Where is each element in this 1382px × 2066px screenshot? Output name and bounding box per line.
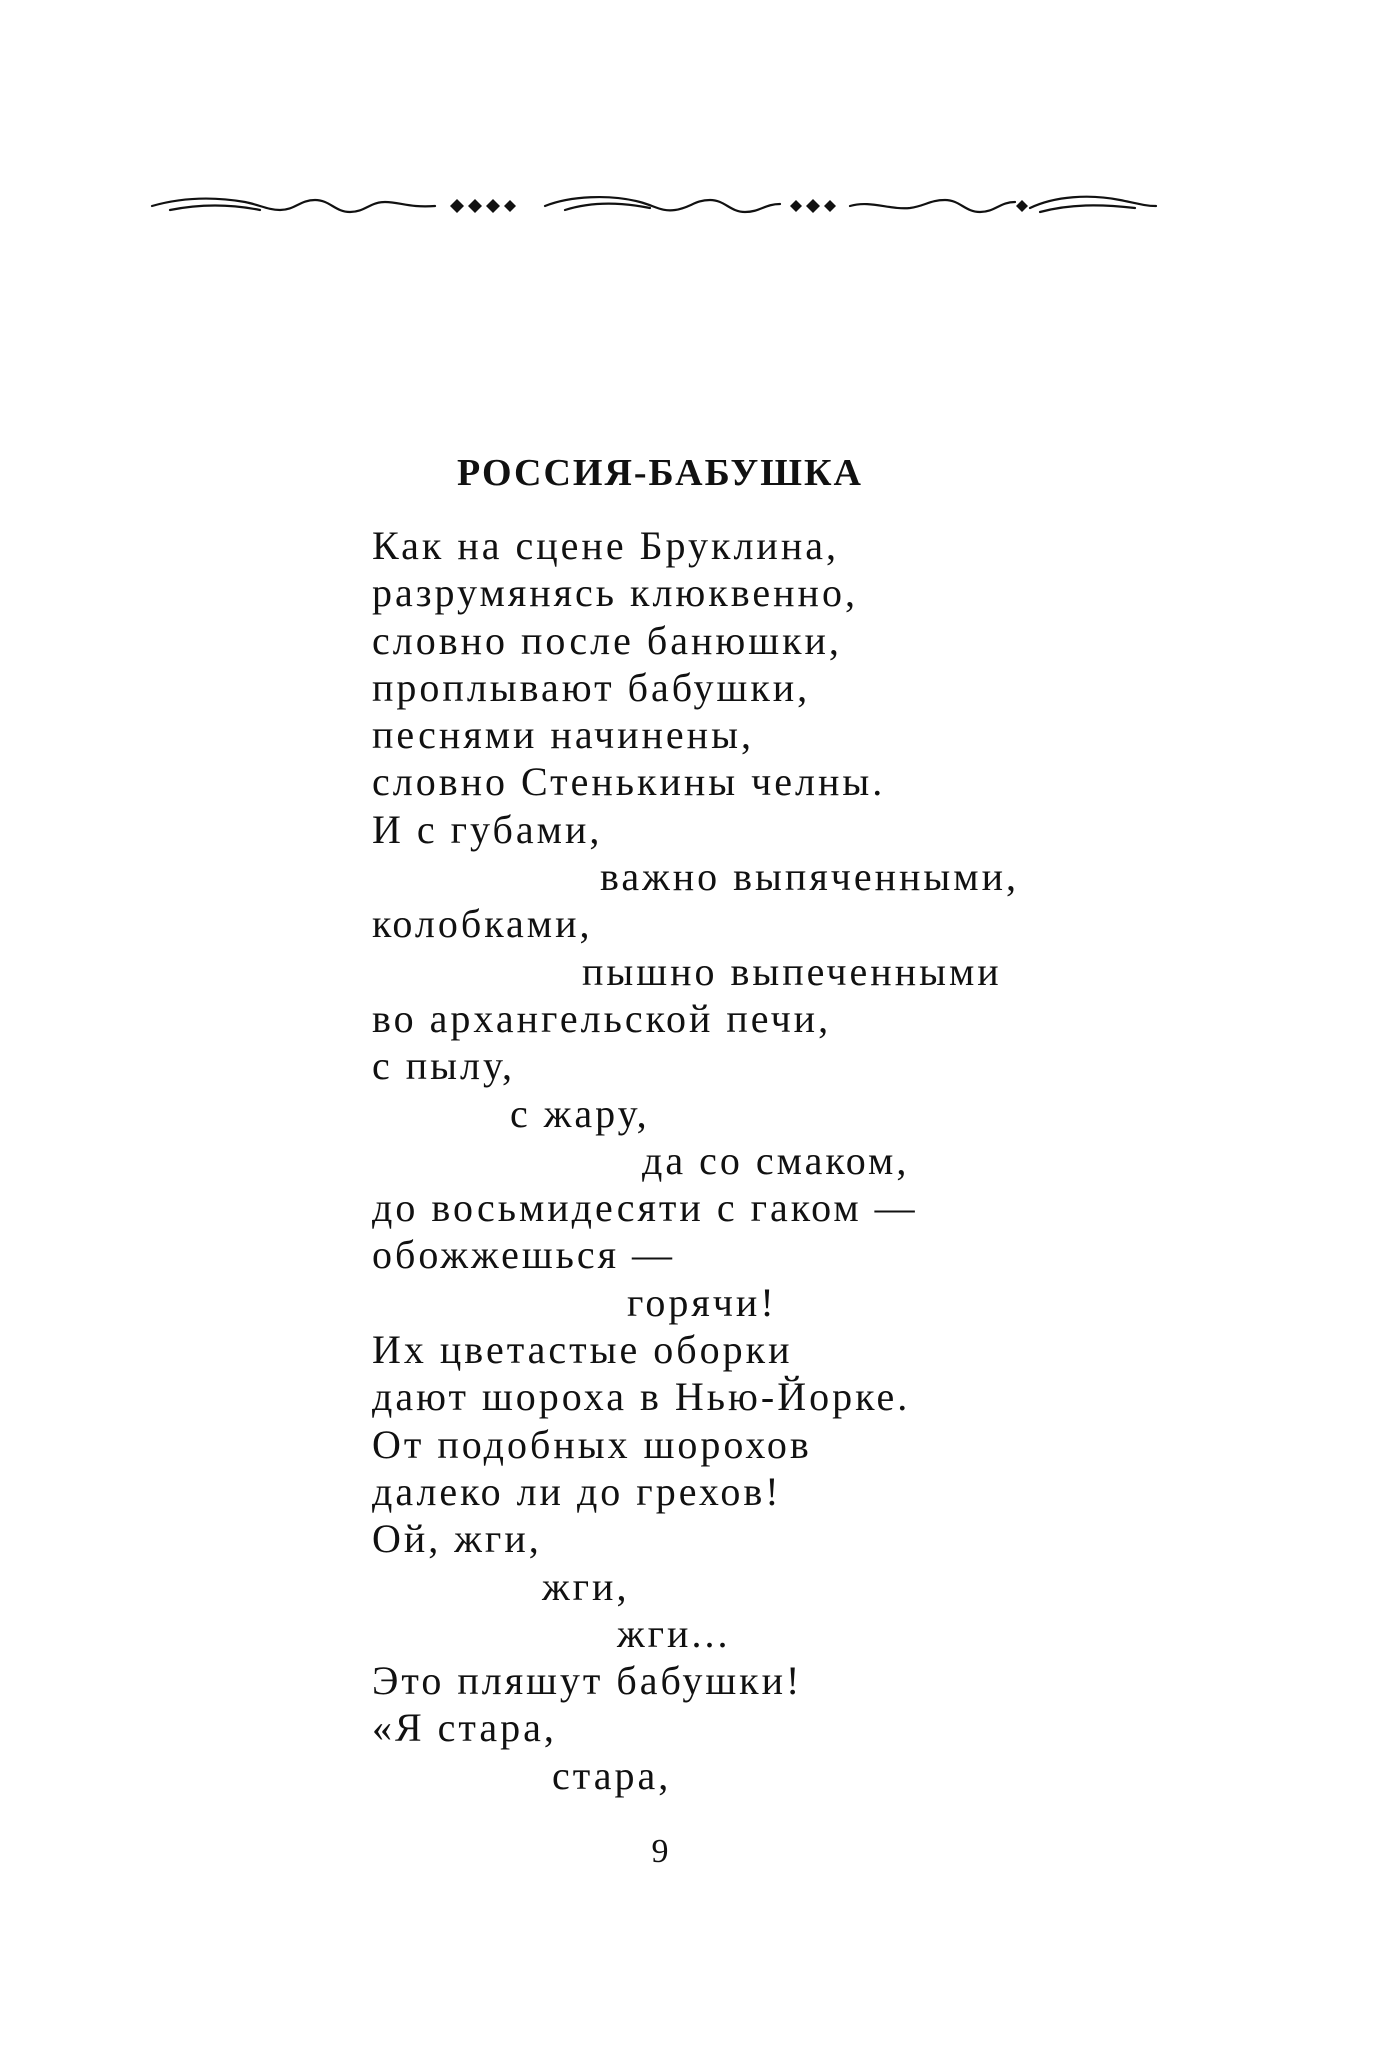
poem-line: с жару, [510,1090,650,1136]
poem-line: да со смаком, [642,1137,910,1183]
poem-line: обожжешься — [372,1232,676,1278]
poem-line: словно после банюшки, [372,617,842,663]
poem-line: жги... [617,1610,731,1656]
poem-line: во архангельской печи, [372,995,832,1041]
poem-line: Их цветастые оборки [372,1327,793,1373]
poem-line: От подобных шорохов [372,1421,812,1467]
poem-line: Это пляшут бабушки! [372,1658,803,1704]
poem-line: пышно выпеченными [582,948,1002,994]
poem-line: колобками, [372,901,593,947]
poem-line: с пылу, [372,1043,515,1089]
poem-line: Как на сцене Бруклина, [372,523,839,568]
poem-line: до восьмидесяти с гаком — [372,1185,918,1231]
poem-line: песнями начинены, [372,712,754,758]
poem-line: далеко ли до грехов! [372,1468,782,1514]
poem-title: РОССИЯ-БАБУШКА [456,452,863,494]
poem-line: разрумянясь клюквенно, [372,570,858,616]
poem-line: И с губами, [372,806,603,852]
poem-line: дают шороха в Нью-Йорке. [372,1374,911,1420]
poem-body [372,522,1272,1799]
page-number: 9 [651,1833,669,1870]
poem-line: важно выпяченными, [600,854,1019,900]
poem-line: словно Стенькины челны. [372,759,886,805]
poem-line: стара, [552,1752,672,1798]
poem-line: Ой, жги, [372,1516,542,1562]
poem-line: «Я стара, [372,1705,557,1751]
decorative-header-ornament [150,180,1160,232]
poem-line: горячи! [627,1279,777,1325]
poem-line: проплывают бабушки, [372,664,811,710]
poem-line: жги, [542,1563,630,1609]
